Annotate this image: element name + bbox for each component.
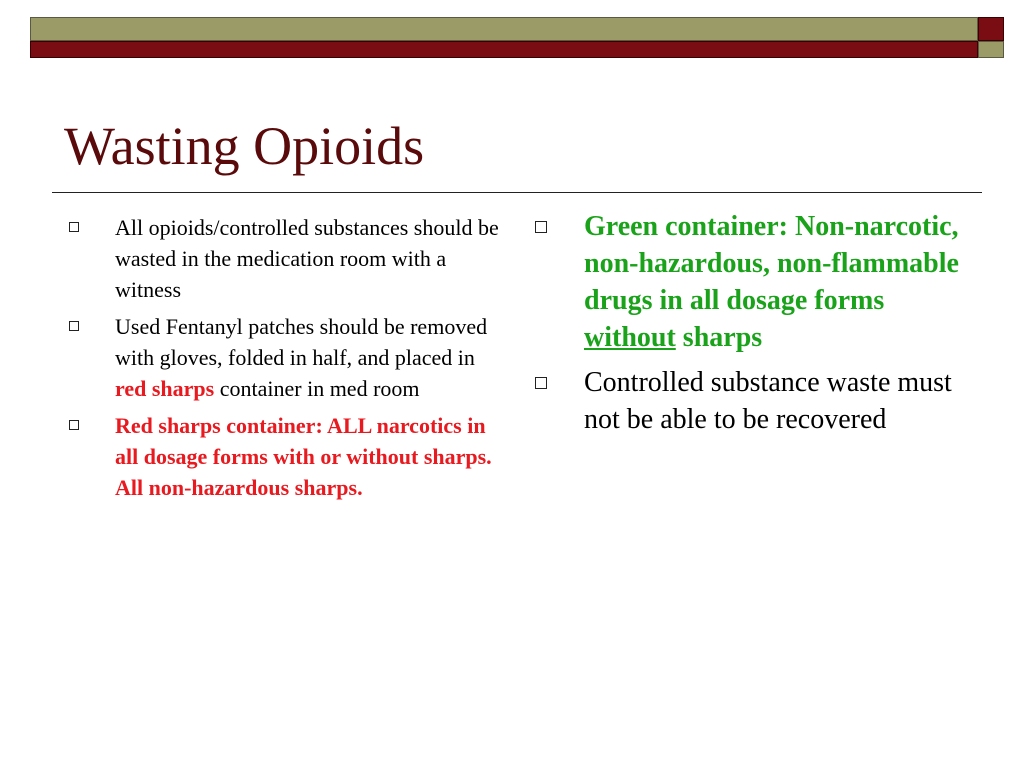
list-item	[532, 364, 982, 438]
header-bar-maroon	[30, 41, 978, 58]
square-bullet-icon	[69, 420, 79, 430]
left-bullet-list	[62, 212, 502, 509]
bullet-text-green: sharps	[675, 322, 763, 353]
title-divider	[52, 192, 982, 193]
square-bullet-icon	[535, 221, 547, 233]
bullet-underlined-green: without	[584, 322, 676, 353]
bullet-text: Used Fentanyl patches should be removed with gloves, folded in half, and placed in	[115, 314, 488, 370]
bullet-highlight-red: red sharps	[115, 376, 215, 401]
right-bullet-list	[532, 208, 982, 446]
bullet-text-red: Red sharps container: ALL narcotics in all dosage forms with or without sharps. All non-hazardous sharps.	[115, 413, 492, 500]
bullet-text: All opioids/controlled substances should be wasted in the medication room with a witness	[115, 215, 499, 302]
bullet-text: Controlled substance waste must not be able to be recovered	[584, 367, 952, 435]
list-item	[62, 212, 502, 305]
list-item	[62, 311, 502, 404]
bullet-text: container in med room	[214, 376, 420, 401]
header-square-olive	[978, 41, 1004, 58]
square-bullet-icon	[535, 377, 547, 389]
header-bar-olive	[30, 17, 978, 41]
square-bullet-icon	[69, 222, 79, 232]
slide-title: Wasting Opioids	[64, 116, 425, 176]
header-square-maroon	[978, 17, 1004, 41]
list-item	[532, 208, 982, 356]
list-item	[62, 410, 502, 503]
bullet-text-green: Green container: Non-narcotic, non-hazardous, non-flammable drugs in all dosage forms	[584, 211, 959, 316]
square-bullet-icon	[69, 321, 79, 331]
